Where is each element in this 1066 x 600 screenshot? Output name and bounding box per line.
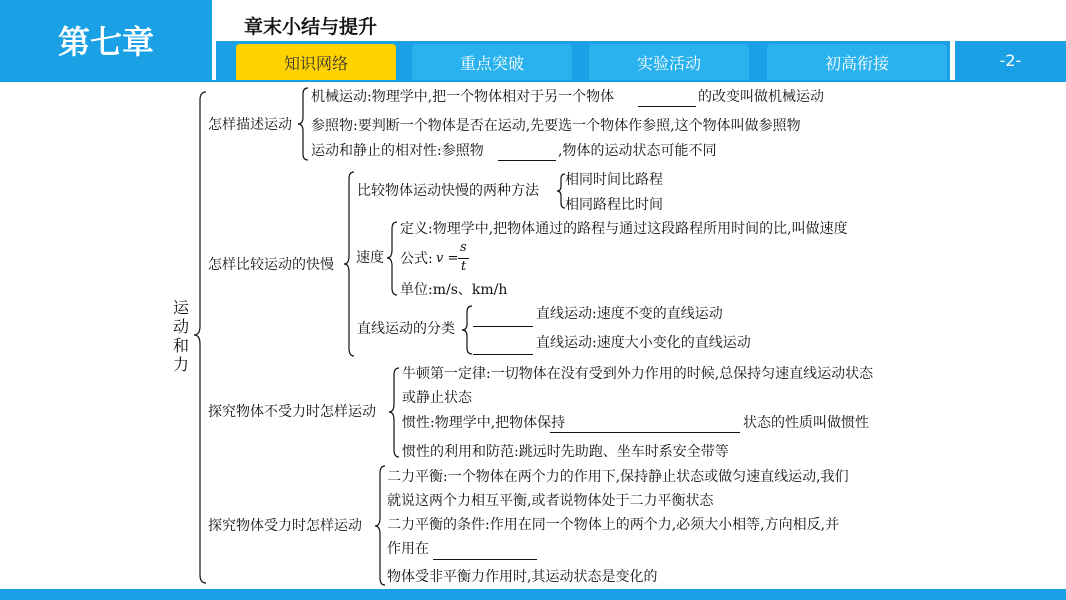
speed-formula-label: 公式: bbox=[400, 251, 433, 267]
with-force-brace bbox=[375, 466, 385, 585]
blank-4 bbox=[473, 354, 533, 355]
formula-numerator: s bbox=[460, 240, 467, 255]
section-subtitle: 章末小结与提升 bbox=[244, 16, 378, 38]
newton-first-law-cont: 或静止状态 bbox=[402, 390, 472, 406]
tab-experiments[interactable]: 实验活动 bbox=[589, 44, 749, 80]
methods-brace bbox=[557, 174, 565, 208]
inertia-text: 惯性:物理学中,把物体保持 bbox=[402, 415, 566, 431]
blank-3 bbox=[473, 326, 533, 327]
relativity-text: 运动和静止的相对性:参照物 bbox=[311, 143, 484, 159]
blank-5 bbox=[550, 432, 740, 433]
root-brace bbox=[194, 92, 206, 583]
formula-lhs: v = bbox=[436, 251, 459, 266]
footer-bar bbox=[0, 589, 1066, 600]
blank-6 bbox=[433, 559, 537, 560]
method-same-time: 相同时间比路程 bbox=[565, 172, 663, 188]
compare-speed-label: 怎样比较运动的快慢 bbox=[208, 257, 334, 273]
two-methods-label: 比较物体运动快慢的两种方法 bbox=[357, 183, 539, 199]
reference-object-text: 参照物:要判断一个物体是否在运动,先要选一个物体作参照,这个物体叫做参照物 bbox=[311, 118, 801, 134]
page-number: -2- bbox=[955, 41, 1066, 80]
variable-linear-motion: 直线运动:速度大小变化的直线运动 bbox=[536, 335, 751, 351]
blank-2 bbox=[498, 160, 556, 161]
unbalanced-force-text: 物体受非平衡力作用时,其运动状态是变化的 bbox=[387, 569, 658, 585]
no-force-label: 探究物体不受力时怎样运动 bbox=[208, 404, 376, 420]
linear-brace bbox=[462, 306, 472, 354]
tab-high-school-link[interactable]: 初高衔接 bbox=[767, 44, 947, 80]
newton-first-law: 牛顿第一定律:一切物体在没有受到外力作用的时候,总保持匀速直线运动状态 bbox=[402, 366, 874, 382]
speed-compare-brace bbox=[344, 172, 354, 356]
method-same-distance: 相同路程比时间 bbox=[565, 197, 663, 213]
balance-condition: 二力平衡的条件:作用在同一个物体上的两个力,必须大小相等,方向相反,并 bbox=[387, 517, 840, 533]
blank-1 bbox=[638, 106, 696, 107]
linear-motion-label: 直线运动的分类 bbox=[357, 321, 455, 337]
describe-brace bbox=[298, 88, 308, 160]
speed-definition: 定义:物理学中,把物体通过的路程与通过这段路程所用时间的比,叫做速度 bbox=[400, 221, 848, 237]
root-topic: 运动和力 bbox=[172, 298, 189, 374]
chapter-title: 第七章 bbox=[0, 0, 212, 80]
uniform-linear-motion: 直线运动:速度不变的直线运动 bbox=[536, 306, 723, 322]
speed-unit: 单位:m/s、km/h bbox=[400, 282, 508, 298]
with-force-label: 探究物体受力时怎样运动 bbox=[208, 518, 362, 534]
balance-text: 二力平衡:一个物体在两个力的作用下,保持静止状态或做匀速直线运动,我们 bbox=[387, 469, 849, 485]
speed-brace bbox=[387, 222, 397, 295]
tab-key-points[interactable]: 重点突破 bbox=[412, 44, 572, 80]
mechanical-motion-text-end: 的改变叫做机械运动 bbox=[698, 89, 824, 105]
speed-label: 速度 bbox=[356, 250, 384, 266]
no-force-brace bbox=[389, 368, 399, 457]
tab-knowledge-network[interactable]: 知识网络 bbox=[236, 44, 396, 80]
mechanical-motion-text: 机械运动:物理学中,把一个物体相对于另一个物体 bbox=[311, 89, 615, 105]
balance-condition-cont: 作用在 bbox=[387, 541, 429, 557]
describe-motion-label: 怎样描述运动 bbox=[208, 117, 292, 133]
inertia-use: 惯性的利用和防范:跳远时先助跑、坐车时系安全带等 bbox=[402, 444, 729, 460]
balance-text-cont: 就说这两个力相互平衡,或者说物体处于二力平衡状态 bbox=[387, 493, 714, 509]
relativity-text-end: ,物体的运动状态可能不同 bbox=[558, 143, 717, 159]
formula-denominator: t bbox=[461, 259, 467, 274]
inertia-text-end: 状态的性质叫做惯性 bbox=[743, 415, 869, 431]
